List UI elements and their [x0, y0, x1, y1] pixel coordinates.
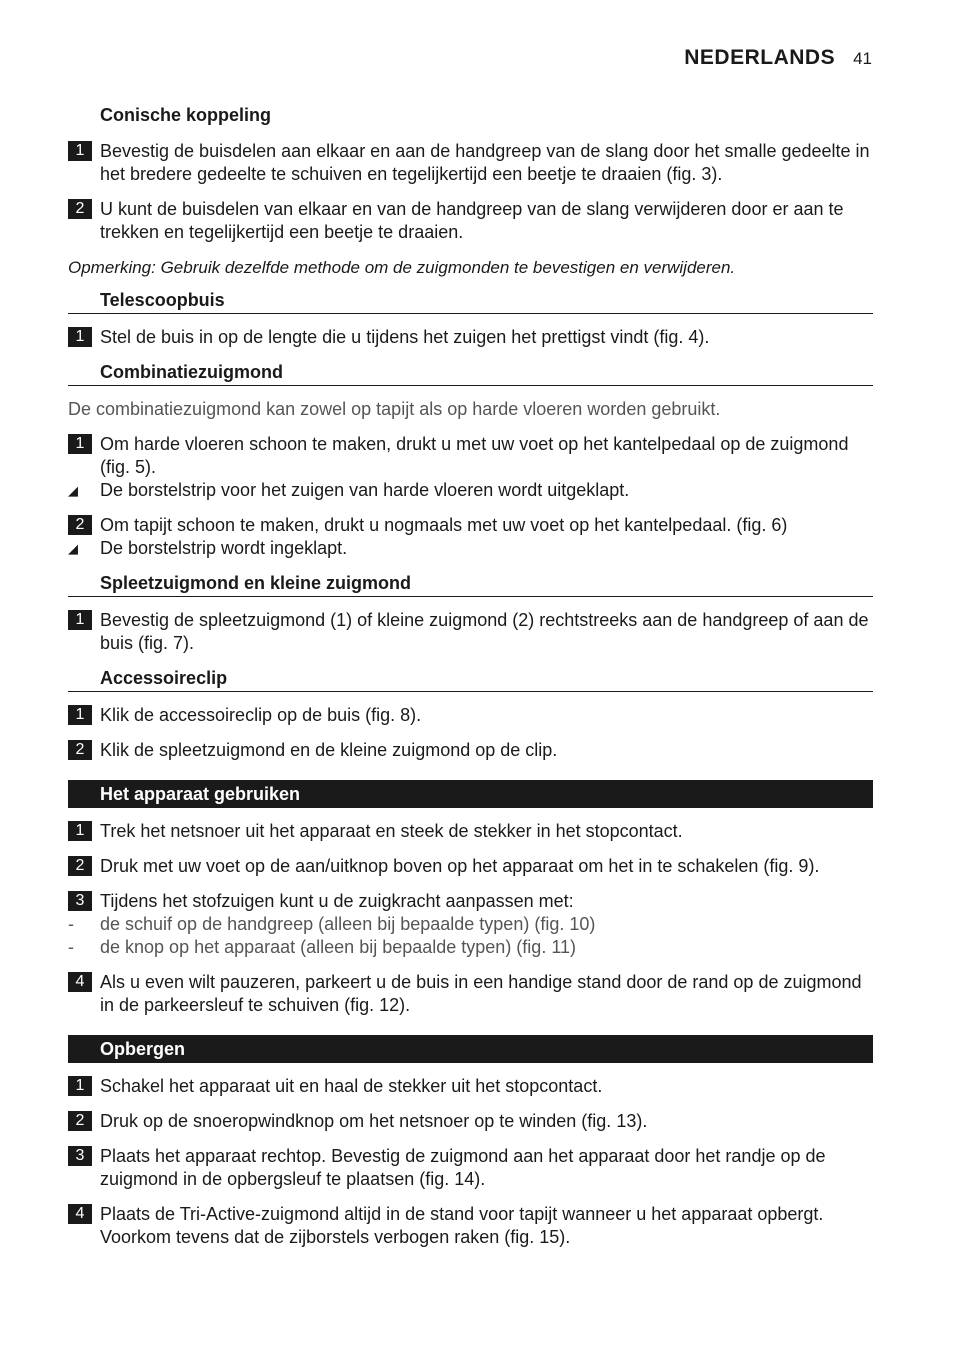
sub-bullet-text: de schuif op de handgreep (alleen bij bepaalde typen) (fig. 10)	[100, 914, 596, 934]
step-text: U kunt de buisdelen van elkaar en van de handgreep van de slang verwijderen door er aan te trekken en tegelijkertijd een beetje te draaien.	[100, 199, 844, 242]
step-number: 4	[68, 972, 92, 992]
step	[68, 609, 873, 655]
result-arrow-icon: ◢	[68, 541, 78, 556]
heading-conische-koppeling: Conische koppeling	[100, 105, 272, 125]
step-number: 1	[68, 141, 92, 161]
step-number: 1	[68, 821, 92, 841]
step-text: Om harde vloeren schoon te maken, drukt u met uw voet op het kantelpedaal op de zuigmond (fig. 5).	[100, 434, 849, 477]
section-bar-het-apparaat-gebruiken: Het apparaat gebruiken	[68, 780, 873, 808]
step-result	[68, 537, 873, 560]
step-number: 2	[68, 740, 92, 760]
step	[68, 971, 873, 1017]
result-text: De borstelstrip voor het zuigen van harde vloeren wordt uitgeklapt.	[100, 480, 630, 500]
result-text: De borstelstrip wordt ingeklapt.	[100, 538, 348, 558]
step-text: Stel de buis in op de lengte die u tijdens het zuigen het prettigst vindt (fig. 4).	[100, 327, 710, 347]
step	[68, 514, 873, 537]
step-text: Bevestig de buisdelen aan elkaar en aan de handgreep van de slang door het smalle gedeelte in het bredere gedeelte te schuiven en tegelijkertijd een beetje te draaien (fig. 3).	[100, 141, 870, 184]
step	[68, 820, 873, 843]
step	[68, 140, 873, 186]
step-number: 2	[68, 515, 92, 535]
step-result	[68, 479, 873, 502]
step-number: 2	[68, 1111, 92, 1131]
step-text: Schakel het apparaat uit en haal de stekker uit het stopcontact.	[100, 1076, 603, 1096]
step	[68, 198, 873, 244]
step-number: 1	[68, 1076, 92, 1096]
step	[68, 1203, 873, 1249]
step-text: Druk op de snoeropwindknop om het netsnoer op te winden (fig. 13).	[100, 1111, 648, 1131]
step-text: Plaats de Tri-Active-zuigmond altijd in de stand voor tapijt wanneer u het apparaat opbergt. Voorkom tevens dat de zijborstels verbogen raken (fig. 15).	[100, 1204, 824, 1247]
step-text: Klik de accessoireclip op de buis (fig. 8).	[100, 705, 422, 725]
step	[68, 739, 873, 762]
page-header	[684, 46, 872, 70]
sub-bullet-text: de knop op het apparaat (alleen bij bepaalde typen) (fig. 11)	[100, 937, 576, 957]
heading-telescoopbuis: Telescoopbuis	[68, 289, 873, 314]
step-text: Als u even wilt pauzeren, parkeert u de buis in een handige stand door de rand op de zuigmond in de parkeersleuf te schuiven (fig. 12).	[100, 972, 862, 1015]
section-bar-opbergen: Opbergen	[68, 1035, 873, 1063]
step-number: 2	[68, 199, 92, 219]
heading-spleetzuigmond: Spleetzuigmond en kleine zuigmond	[68, 572, 873, 597]
step	[68, 326, 873, 349]
step	[68, 1145, 873, 1191]
sub-bullet	[68, 936, 873, 959]
sub-bullet	[68, 913, 873, 936]
step-number: 1	[68, 434, 92, 454]
step	[68, 1075, 873, 1098]
step-number: 2	[68, 856, 92, 876]
step-text: Klik de spleetzuigmond en de kleine zuigmond op de clip.	[100, 740, 558, 760]
page-number: 41	[853, 49, 872, 68]
step-text: Druk met uw voet op de aan/uitknop boven op het apparaat om het in te schakelen (fig. 9).	[100, 856, 820, 876]
step-text: Trek het netsnoer uit het apparaat en steek de stekker in het stopcontact.	[100, 821, 683, 841]
step-number: 4	[68, 1204, 92, 1224]
step	[68, 855, 873, 878]
result-arrow-icon: ◢	[68, 483, 78, 498]
page-content	[68, 104, 873, 1249]
step	[68, 1110, 873, 1133]
step	[68, 433, 873, 479]
heading-combinatiezuigmond: Combinatiezuigmond	[68, 361, 873, 386]
step-text: Tijdens het stofzuigen kunt u de zuigkracht aanpassen met:	[100, 891, 574, 911]
step-text: Plaats het apparaat rechtop. Bevestig de zuigmond aan het apparaat door het randje op de zuigmond in de opbergsleuf te plaatsen (fig. 14).	[100, 1146, 826, 1189]
step-text: Bevestig de spleetzuigmond (1) of kleine zuigmond (2) rechtstreeks aan de handgreep of aan de buis (fig. 7).	[100, 610, 869, 653]
language-label: NEDERLANDS	[684, 46, 836, 69]
intro-text: De combinatiezuigmond kan zowel op tapijt als op harde vloeren worden gebruikt.	[68, 399, 721, 419]
step-text: Om tapijt schoon te maken, drukt u nogmaals met uw voet op het kantelpedaal. (fig. 6)	[100, 515, 788, 535]
dash-icon: -	[68, 914, 74, 934]
step-number: 1	[68, 610, 92, 630]
step-number: 1	[68, 705, 92, 725]
note: Opmerking: Gebruik dezelfde methode om de zuigmonden te bevestigen en verwijderen.	[68, 258, 736, 277]
step-number: 3	[68, 891, 92, 911]
dash-icon: -	[68, 937, 74, 957]
heading-accessoireclip: Accessoireclip	[68, 667, 873, 692]
step	[68, 704, 873, 727]
step-number: 3	[68, 1146, 92, 1166]
step-number: 1	[68, 327, 92, 347]
step	[68, 890, 873, 913]
